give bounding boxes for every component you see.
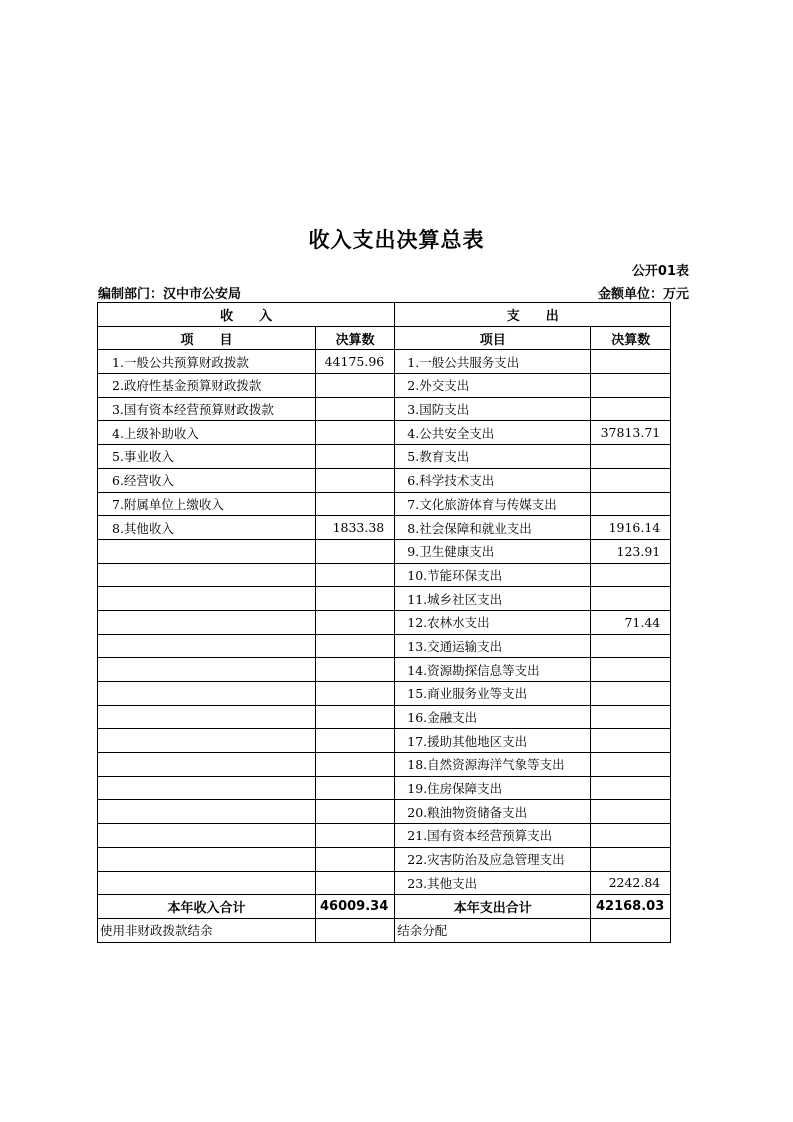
page-title: 收入支出决算总表	[308, 228, 485, 252]
table-row	[98, 682, 671, 706]
table-row	[98, 753, 671, 777]
expense-item-cell: 6.科学技术支出	[395, 468, 591, 492]
expense-amount-cell	[591, 634, 671, 658]
table-row	[98, 705, 671, 729]
balance-distribution-label: 结余分配	[395, 918, 591, 942]
expense-total-label: 本年支出合计	[395, 895, 591, 919]
income-item-cell: 7.附属单位上缴收入	[98, 492, 316, 516]
expense-amount-cell	[591, 800, 671, 824]
expense-amount-cell	[591, 753, 671, 777]
income-item-cell	[98, 705, 316, 729]
income-item-cell	[98, 753, 316, 777]
table-row	[98, 800, 671, 824]
expense-amount-cell	[591, 682, 671, 706]
income-amount-cell	[316, 445, 395, 469]
expense-amount-cell	[591, 350, 671, 374]
income-item-cell: 2.政府性基金预算财政拨款	[98, 374, 316, 398]
table-row	[98, 421, 671, 445]
income-amount-cell	[316, 776, 395, 800]
balance-distribution-value	[591, 918, 671, 942]
table-row	[98, 729, 671, 753]
income-amount-cell	[316, 729, 395, 753]
amount-unit-label: 金额单位：万元	[597, 287, 689, 302]
table-row	[98, 634, 671, 658]
non-fiscal-balance-value	[316, 918, 395, 942]
income-amount-cell	[316, 468, 395, 492]
expense-item-cell: 16.金融支出	[395, 705, 591, 729]
expense-amount-header: 决算数	[591, 326, 671, 350]
income-amount-cell	[316, 374, 395, 398]
expense-item-cell: 11.城乡社区支出	[395, 587, 591, 611]
column-header-row	[98, 326, 671, 350]
income-amount-cell	[316, 492, 395, 516]
income-amount-cell	[316, 824, 395, 848]
expense-amount-cell: 1916.14	[591, 516, 671, 540]
income-amount-cell	[316, 753, 395, 777]
expense-amount-cell	[591, 374, 671, 398]
table-row	[98, 516, 671, 540]
income-amount-cell	[316, 563, 395, 587]
income-item-cell	[98, 634, 316, 658]
income-item-cell	[98, 563, 316, 587]
table-row	[98, 350, 671, 374]
totals-row	[98, 895, 671, 919]
income-item-cell	[98, 658, 316, 682]
income-amount-cell: 1833.38	[316, 516, 395, 540]
income-item-header: 项 目	[98, 326, 316, 350]
income-item-cell: 3.国有资本经营预算财政拨款	[98, 397, 316, 421]
expense-item-cell: 5.教育支出	[395, 445, 591, 469]
income-amount-cell	[316, 397, 395, 421]
income-item-cell	[98, 776, 316, 800]
income-item-cell	[98, 847, 316, 871]
table-row	[98, 539, 671, 563]
section-header-row	[98, 303, 671, 327]
expense-item-cell: 17.援助其他地区支出	[395, 729, 591, 753]
income-expense-table	[97, 302, 671, 943]
expense-item-cell: 1.一般公共服务支出	[395, 350, 591, 374]
expense-item-cell: 15.商业服务业等支出	[395, 682, 591, 706]
expense-amount-cell	[591, 729, 671, 753]
table-row	[98, 610, 671, 634]
table-row	[98, 847, 671, 871]
table-row	[98, 445, 671, 469]
table-row	[98, 824, 671, 848]
expense-total-value: 42168.03	[591, 895, 671, 919]
expense-item-cell: 4.公共安全支出	[395, 421, 591, 445]
income-item-cell: 8.其他收入	[98, 516, 316, 540]
income-amount-cell	[316, 800, 395, 824]
income-item-cell	[98, 682, 316, 706]
expense-amount-cell	[591, 824, 671, 848]
table-row	[98, 776, 671, 800]
income-amount-header: 决算数	[316, 326, 395, 350]
table-row	[98, 587, 671, 611]
expense-item-cell: 8.社会保障和就业支出	[395, 516, 591, 540]
expense-amount-cell	[591, 847, 671, 871]
expense-item-cell: 19.住房保障支出	[395, 776, 591, 800]
table-row	[98, 658, 671, 682]
table-row	[98, 871, 671, 895]
income-amount-cell	[316, 421, 395, 445]
income-amount-cell	[316, 682, 395, 706]
table-row	[98, 492, 671, 516]
income-total-value: 46009.34	[316, 895, 395, 919]
income-item-cell: 5.事业收入	[98, 445, 316, 469]
expense-item-cell: 21.国有资本经营预算支出	[395, 824, 591, 848]
income-item-cell	[98, 587, 316, 611]
income-item-cell	[98, 729, 316, 753]
income-section-header: 收 入	[98, 303, 395, 327]
expense-amount-cell	[591, 776, 671, 800]
table-row	[98, 468, 671, 492]
table-row	[98, 374, 671, 398]
income-total-label: 本年收入合计	[98, 895, 316, 919]
income-amount-cell	[316, 539, 395, 563]
expense-amount-cell	[591, 468, 671, 492]
expense-amount-cell: 2242.84	[591, 871, 671, 895]
expense-item-cell: 13.交通运输支出	[395, 634, 591, 658]
income-amount-cell	[316, 871, 395, 895]
expense-amount-cell	[591, 587, 671, 611]
expense-amount-cell: 71.44	[591, 610, 671, 634]
expense-amount-cell	[591, 397, 671, 421]
income-item-cell: 6.经营收入	[98, 468, 316, 492]
expense-amount-cell: 37813.71	[591, 421, 671, 445]
expense-item-cell: 12.农林水支出	[395, 610, 591, 634]
income-amount-cell	[316, 610, 395, 634]
expense-item-cell: 10.节能环保支出	[395, 563, 591, 587]
expense-amount-cell	[591, 658, 671, 682]
expense-item-cell: 9.卫生健康支出	[395, 539, 591, 563]
income-amount-cell	[316, 658, 395, 682]
expense-item-cell: 22.灾害防治及应急管理支出	[395, 847, 591, 871]
expense-item-cell: 23.其他支出	[395, 871, 591, 895]
income-amount-cell	[316, 587, 395, 611]
expense-section-header: 支 出	[395, 303, 671, 327]
form-number: 公开01表	[631, 264, 689, 279]
expense-amount-cell	[591, 445, 671, 469]
expense-item-cell: 14.资源勘探信息等支出	[395, 658, 591, 682]
table-row	[98, 563, 671, 587]
table-row	[98, 397, 671, 421]
footer-row	[98, 918, 671, 942]
expense-item-cell: 2.外交支出	[395, 374, 591, 398]
income-item-cell	[98, 824, 316, 848]
expense-amount-cell	[591, 563, 671, 587]
expense-amount-cell	[591, 705, 671, 729]
income-amount-cell	[316, 847, 395, 871]
expense-item-cell: 7.文化旅游体育与传媒支出	[395, 492, 591, 516]
income-item-cell	[98, 871, 316, 895]
income-item-cell: 4.上级补助收入	[98, 421, 316, 445]
income-amount-cell	[316, 705, 395, 729]
expense-item-cell: 3.国防支出	[395, 397, 591, 421]
non-fiscal-balance-label: 使用非财政拨款结余	[98, 918, 316, 942]
expense-amount-cell: 123.91	[591, 539, 671, 563]
income-item-cell	[98, 610, 316, 634]
expense-item-cell: 20.粮油物资储备支出	[395, 800, 591, 824]
expense-item-cell: 18.自然资源海洋气象等支出	[395, 753, 591, 777]
income-item-cell	[98, 800, 316, 824]
income-item-cell	[98, 539, 316, 563]
expense-amount-cell	[591, 492, 671, 516]
income-amount-cell: 44175.96	[316, 350, 395, 374]
income-item-cell: 1.一般公共预算财政拨款	[98, 350, 316, 374]
income-amount-cell	[316, 634, 395, 658]
department-label: 编制部门：汉中市公安局	[98, 287, 242, 302]
expense-item-header: 项目	[395, 326, 591, 350]
